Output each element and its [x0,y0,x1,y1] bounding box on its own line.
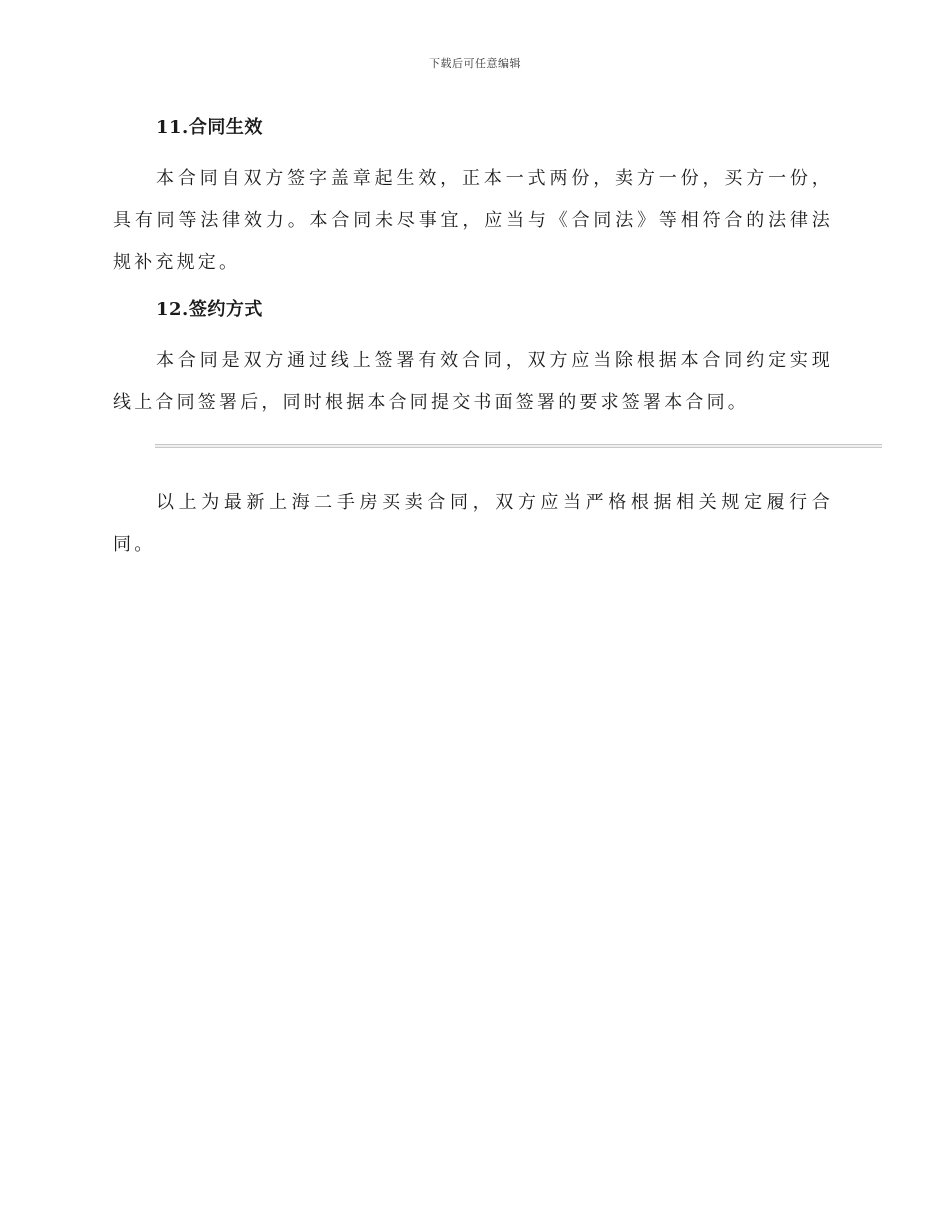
document-body [113,108,833,430]
closing-statement [113,482,833,566]
spacer [113,330,833,340]
section-heading: 11.合同生效 [156,117,263,138]
section-12 [113,290,833,424]
header-note: 下载后可任意编辑 [429,57,521,70]
section-heading: 12.签约方式 [156,299,263,320]
section-paragraph: 本合同自双方签字盖章起生效，正本一式两份，卖方一份，买方一份，具有同等法律效力。本合同未尽事宜，应当与《合同法》等相符合的法律法规补充规定。 [113,168,833,273]
horizontal-divider [155,444,882,448]
spacer [113,148,833,158]
section-paragraph: 本合同是双方通过线上签署有效合同，双方应当除根据本合同约定实现线上合同签署后，同时根据本合同提交书面签署的要求签署本合同。 [113,350,833,413]
closing-paragraph: 以上为最新上海二手房买卖合同，双方应当严格根据相关规定履行合同。 [113,492,833,555]
section-11 [113,108,833,284]
